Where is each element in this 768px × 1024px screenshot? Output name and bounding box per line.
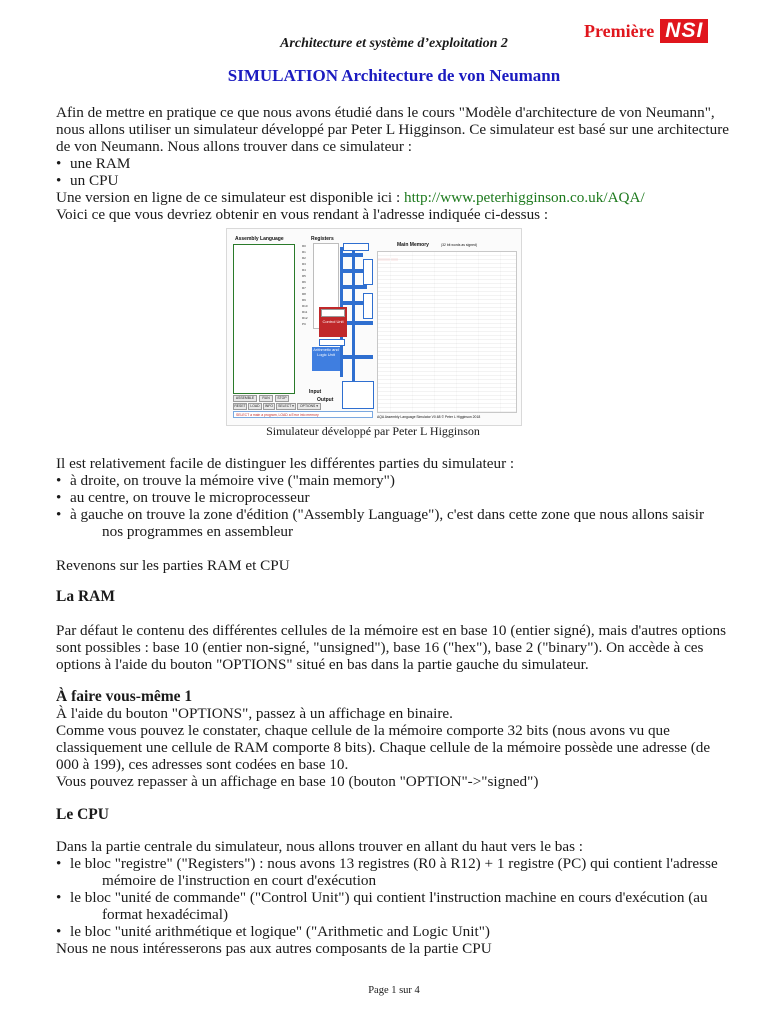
select-button[interactable]: SELECT ▾: [276, 403, 296, 410]
course-header: Architecture et système d’exploitation 2: [280, 36, 508, 51]
exercise-line: Vous pouvez repasser à un affichage en base 10 (bouton "OPTION"->"signed"): [56, 773, 539, 790]
list-item: • le bloc "registre" ("Registers") : nous avons 13 registres (R0 à R12) + 1 registre (PC) qui contient l'adresse: [56, 855, 736, 872]
mar-box: [363, 259, 373, 285]
list-item-continued: mémoire de l'instruction en court d'exécution: [102, 872, 377, 889]
list-item: • au centre, on trouve le microprocesseur: [56, 489, 736, 506]
info-button[interactable]: INFO: [264, 404, 274, 408]
bus-line: [343, 285, 367, 289]
message-bar: SELECT a main a program, LOAD a Error into memory: [233, 411, 373, 418]
control-unit-label: Control Unit: [322, 319, 344, 324]
intro-section: [56, 104, 736, 223]
simulator-screenshot: [226, 228, 522, 426]
pc-box: [343, 243, 369, 251]
alu-block: [312, 347, 340, 371]
list-item-continued: format hexadécimal): [102, 906, 229, 923]
cpu-section: [56, 838, 736, 957]
page-title: SIMULATION Architecture de von Neumann: [227, 66, 561, 85]
assemble-button[interactable]: ASSEMBLE: [233, 395, 257, 402]
assembly-editor: [233, 244, 295, 394]
register-names: R0 R1 R2 R3 R4 R5 R6 R7 R8 R9 R10 R11 R12 PC: [302, 244, 308, 326]
list-item: • à droite, on trouve la mémoire vive ("main memory"): [56, 472, 736, 489]
control-unit: [319, 307, 347, 337]
back-line: Revenons sur les parties RAM et CPU: [56, 557, 290, 574]
output-box: [342, 381, 374, 409]
parts-section: [56, 455, 736, 574]
exercise-line: À l'aide du bouton "OPTIONS", passez à un affichage en binaire.: [56, 705, 453, 722]
bus-line: [343, 253, 363, 257]
status-box: [319, 339, 345, 346]
memory-note: (32 bit words as signed): [441, 243, 477, 247]
run-button[interactable]: RUN: [259, 395, 273, 402]
output-label: Output: [317, 397, 334, 403]
figure-caption: Simulateur développé par Peter L Higginson: [266, 424, 480, 438]
ram-paragraph: Par défaut le contenu des différentes cellules de la mémoire est en base 10 (entier signé), mais d'autres options sont possibles : base 10 (entier non-signé, "unsigned"), base 16 ("hex"), base 2 ("binary"). On accède à ces options à l'aide du bouton "OPTIONS" situé en bas dans la partie gauche du simulateur.: [56, 622, 727, 673]
parts-intro: Il est relativement facile de distinguer les différentes parties du simulateur :: [56, 455, 515, 472]
list-item: • le bloc "unité de commande" ("Control Unit") qui contient l'instruction machine en cours d'exécution (au: [56, 889, 736, 906]
reset-button[interactable]: RESET: [234, 404, 246, 408]
memory-grid: [377, 251, 517, 413]
main-memory: [377, 243, 517, 411]
input-label: Input: [309, 389, 322, 395]
exercise-heading: À faire vous-même 1: [56, 688, 193, 705]
exercise-line: Comme vous pouvez le constater, chaque cellule de la mémoire comporte 32 bits (nous avons vu que classiquement une cellule de RAM comporte 8 bits). Chaque cellule de la mémoire possède une adresse (de 000 à 199), ces adresses sont codées en base 10.: [56, 722, 711, 773]
nsi-logo: [584, 18, 708, 44]
options-button[interactable]: OPTIONS ▾: [297, 403, 321, 410]
obtain-line: Voici ce que vous devriez obtenir en vous rendant à l'adresse indiquée ci-dessus :: [56, 206, 549, 223]
cpu-outro: Nous ne nous intéresserons pas aux autres composants de la partie CPU: [56, 940, 492, 957]
logo-word: Première: [584, 20, 655, 41]
simulator-link[interactable]: http://www.peterhigginson.co.uk/AQA/: [403, 189, 645, 206]
list-item: • un CPU: [56, 172, 736, 189]
memory-label: Main Memory: [397, 242, 429, 248]
list-item: • le bloc "unité arithmétique et logique" ("Arithmetic and Logic Unit"): [56, 923, 736, 940]
stop-button[interactable]: STOP: [275, 395, 289, 402]
list-item: • une RAM: [56, 155, 736, 172]
load-button[interactable]: LOAD: [248, 403, 262, 410]
cpu-intro: Dans la partie centrale du simulateur, nous allons trouver en allant du haut vers le bas :: [56, 838, 583, 855]
bus-line: [352, 247, 355, 387]
alu-label: Arithmetic and Logic Unit: [313, 347, 339, 357]
registers-label: Registers: [311, 236, 334, 242]
online-line: [56, 189, 736, 206]
page-number: Page 1 sur 4: [368, 985, 420, 996]
cpu-heading: Le CPU: [56, 806, 109, 823]
bus-line: [343, 355, 373, 359]
logo-badge: NSI: [660, 19, 708, 43]
simulator-credit: AQA Assembly Language Simulator V0.68 © Peter L Higginson 2018: [377, 415, 481, 419]
intro-paragraph: Afin de mettre en pratique ce que nous avons étudié dans le cours "Modèle d'architecture de von Neumann", nous allons utiliser un simulateur développé par Peter L Higginson. Ce simulateur est basé sur une architecture de von Neumann. Nous allons trouver dans ce simulateur :: [56, 104, 729, 155]
mbr-box: [363, 293, 373, 319]
exercise-body: [56, 705, 736, 790]
ram-heading: La RAM: [56, 588, 115, 605]
assembly-label: Assembly Language: [235, 236, 284, 242]
bus-line: [343, 321, 373, 325]
list-item-continued: nos programmes en assembleur: [102, 523, 294, 540]
online-prefix: Une version en ligne de ce simulateur est disponible ici :: [56, 189, 404, 206]
list-item: • à gauche on trouve la zone d'édition ("Assembly Language"), c'est dans cette zone que nous allons saisir: [56, 506, 736, 523]
